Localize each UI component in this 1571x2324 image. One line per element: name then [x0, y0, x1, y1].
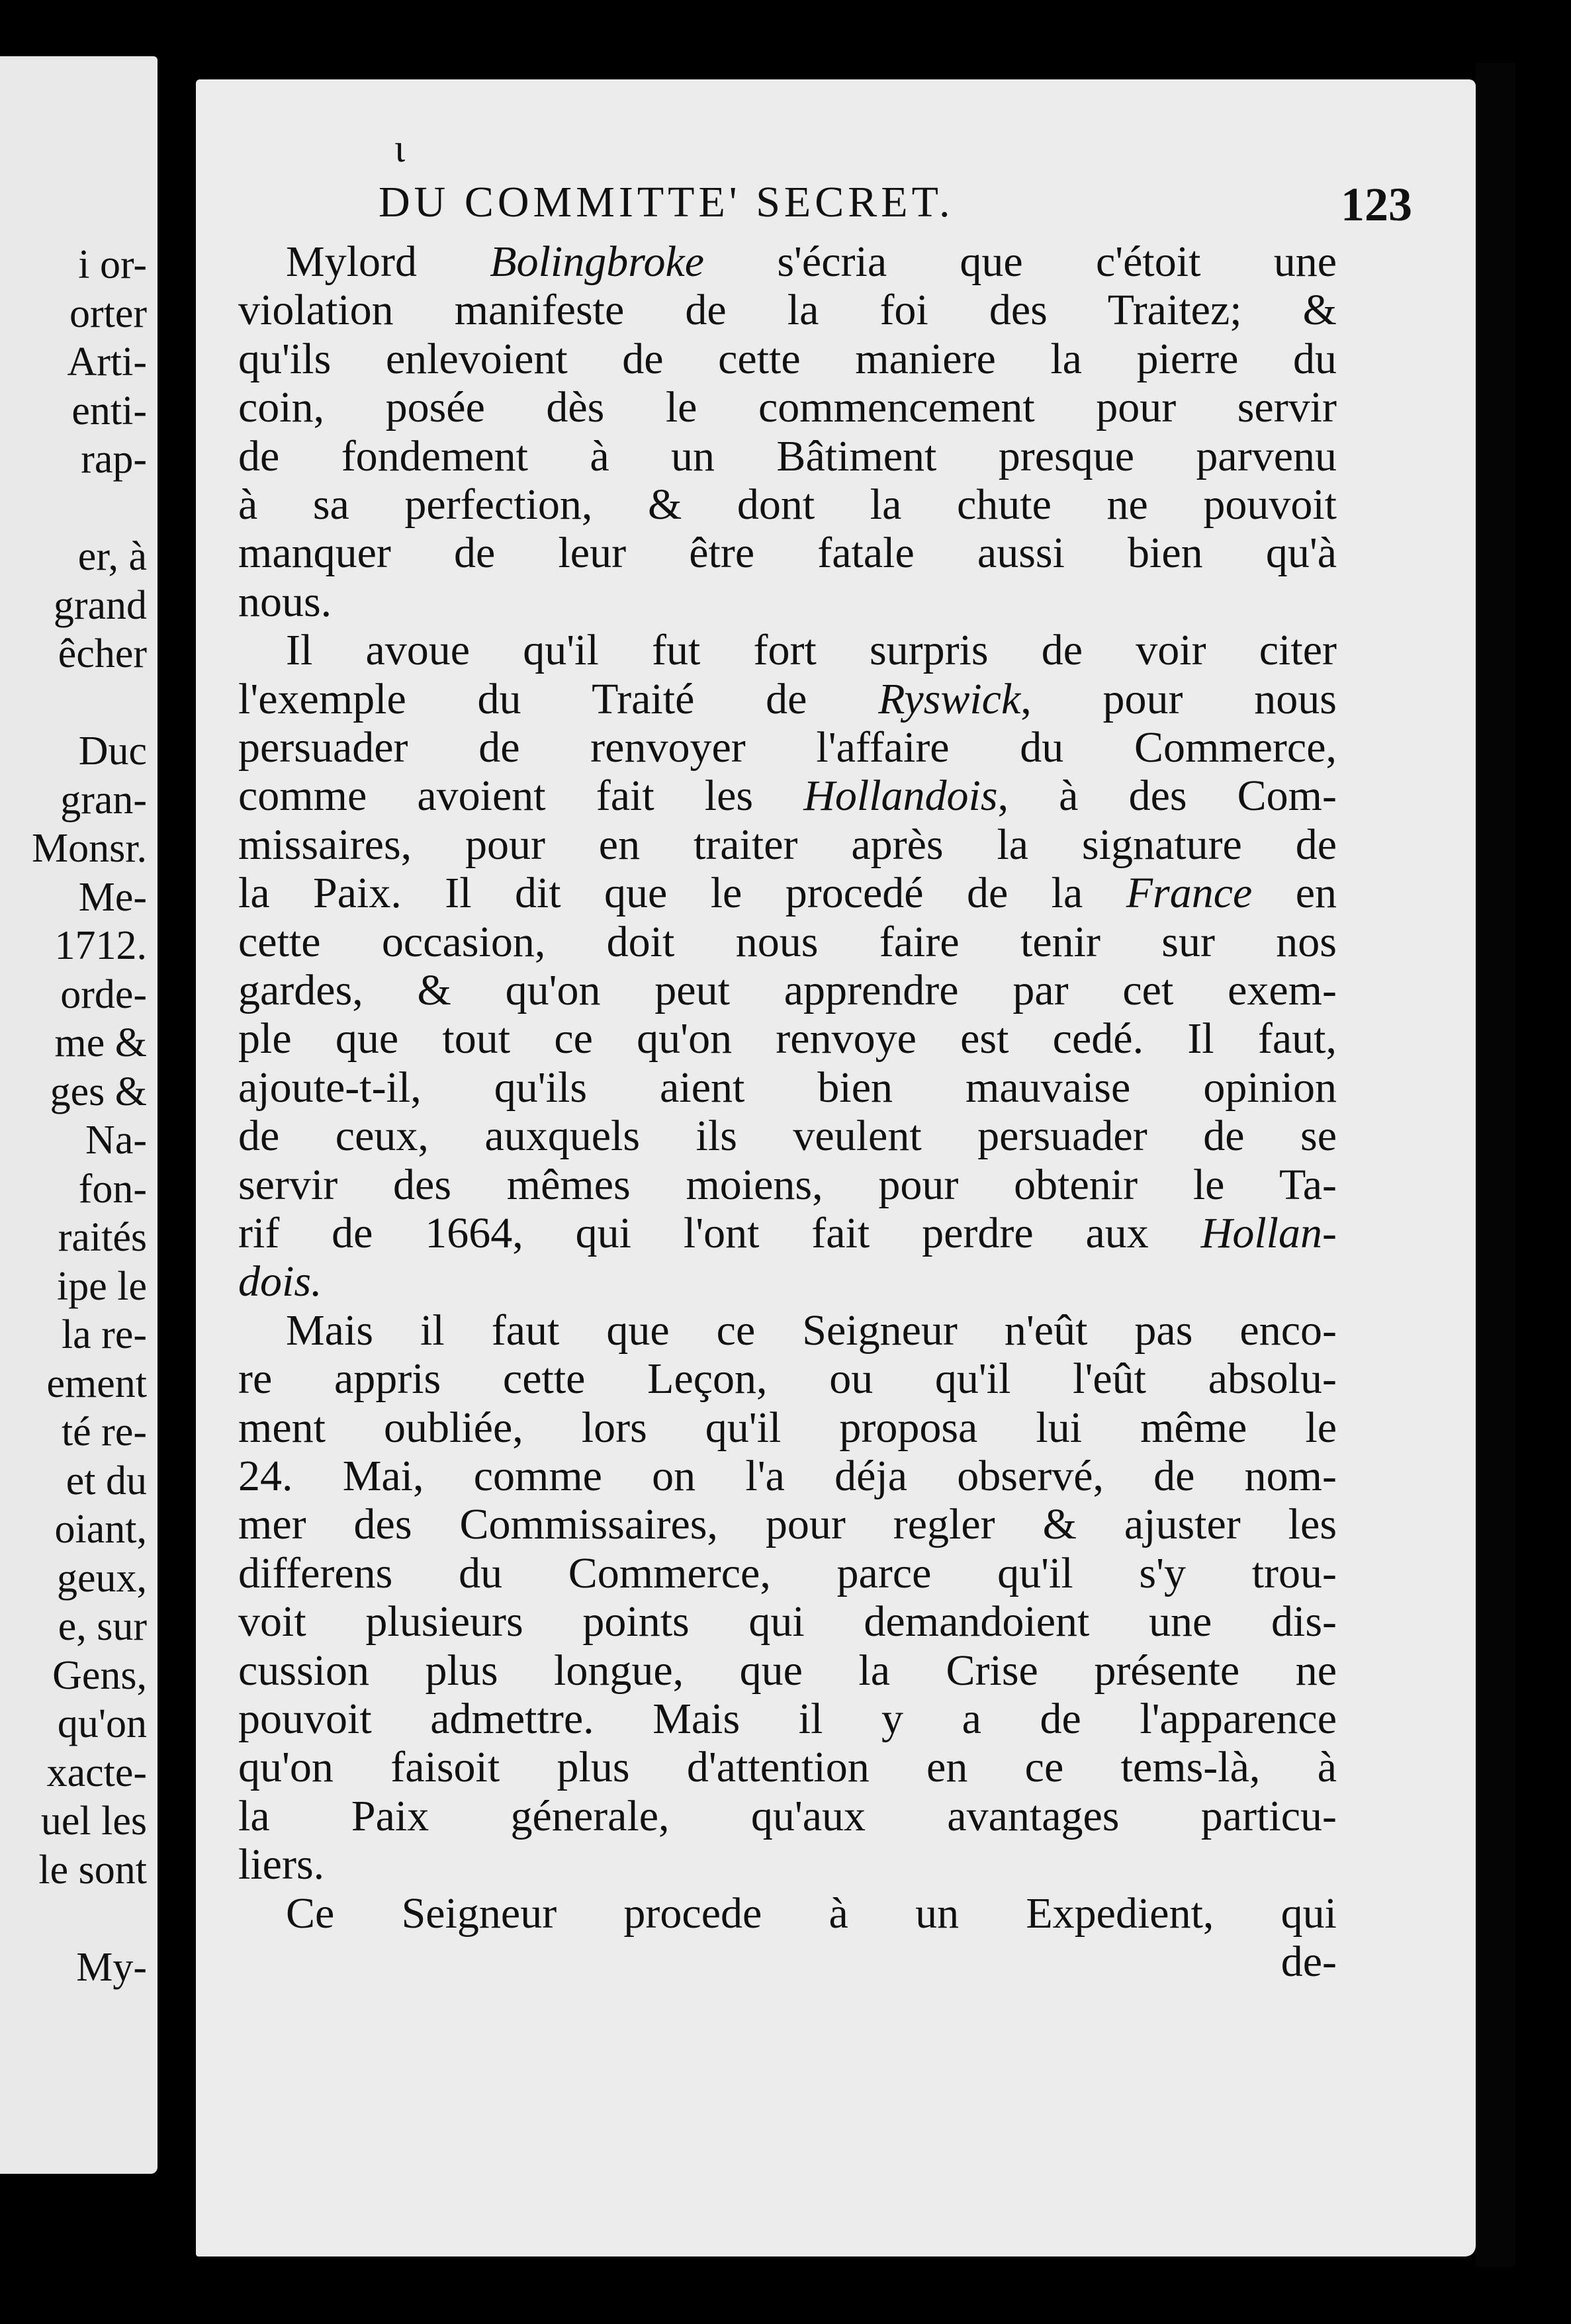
book-gutter [157, 56, 196, 2200]
text-span: ajoute-t-il, qu'ils aient bien mauvaise opinion [238, 1063, 1337, 1112]
text-line [238, 578, 1337, 626]
text-line [286, 238, 1337, 286]
text-line [238, 1501, 1337, 1548]
left-page-line: qu'on [57, 1701, 147, 1746]
text-span: Mais il faut que ce Seigneur n'eût pas enco- [286, 1306, 1337, 1355]
text-line [238, 433, 1337, 480]
text-line [238, 724, 1337, 772]
text-line [238, 1210, 1337, 1257]
left-page-line: i or- [78, 242, 147, 287]
left-page-line: la re- [61, 1312, 147, 1357]
text-span: s'écria que c'étoit une [704, 238, 1337, 286]
left-page-line: oiant, [54, 1507, 147, 1552]
text-span: ple que tout ce qu'on renvoye est cedé. Il faut, [238, 1014, 1337, 1063]
italic-text: Hollan- [1200, 1209, 1337, 1257]
text-span: cussion plus longue, que la Crise présente ne [238, 1646, 1337, 1695]
text-line [238, 967, 1337, 1014]
text-line [238, 1064, 1337, 1112]
text-line [238, 384, 1337, 431]
left-page-line: ges & [50, 1069, 147, 1114]
text-span: nous. [238, 577, 332, 626]
text-span: ment oubliée, lors qu'il proposa lui même le [238, 1403, 1337, 1452]
text-span: de fondement à un Bâtiment presque parvenu [238, 431, 1337, 480]
text-line [238, 1793, 1337, 1840]
text-span: manquer de leur être fatale aussi bien qu'à [238, 529, 1337, 578]
left-page-line: êcher [58, 631, 147, 676]
left-page-line: Duc [78, 729, 147, 774]
left-page-line: xacte- [46, 1750, 147, 1795]
text-span: persuader de renvoyer l'affaire du Commerce, [238, 723, 1337, 772]
italic-text: Bolingbroke [490, 238, 705, 286]
text-span: rif de 1664, qui l'ont fait perdre aux [238, 1209, 1201, 1257]
text-line [238, 772, 1337, 820]
text-span: à sa perfection, & dont la chute ne pouvoit [238, 480, 1337, 529]
text-span: Ce Seigneur procede à un Expedient, qui [286, 1889, 1337, 1938]
text-span: qu'ils enlevoient de cette maniere la pierre du [238, 334, 1337, 383]
italic-text: France [1126, 869, 1253, 918]
text-line [238, 1258, 1337, 1306]
text-line [238, 1744, 1337, 1791]
text-span: de ceux, auxquels ils veulent persuader de se [238, 1112, 1337, 1161]
text-line [238, 1112, 1337, 1160]
text-span: missaires, pour en traiter après la signature de [238, 820, 1337, 869]
left-page-line: uel les [40, 1799, 147, 1844]
left-page-line: fon- [78, 1166, 147, 1212]
text-span: voit plusieurs points qui demandoient une dis- [238, 1597, 1337, 1646]
text-span: gardes, & qu'on peut apprendre par cet exem- [238, 966, 1337, 1014]
left-page-line: enti- [71, 388, 147, 433]
text-line [238, 676, 1337, 723]
left-page-line: geux, [56, 1555, 147, 1601]
text-line [238, 529, 1337, 577]
text-line [238, 1938, 1337, 1986]
left-page-line: Na- [85, 1118, 147, 1163]
italic-text: Hollandois [803, 772, 998, 821]
left-page-line: grand [53, 582, 147, 628]
text-line [238, 1841, 1337, 1889]
text-line [238, 821, 1337, 869]
left-page-line: raités [58, 1215, 147, 1260]
page-edge-shadow [1476, 63, 1515, 2266]
text-span: la Paix. Il dit que le procedé de la [238, 869, 1126, 918]
text-span: liers. [238, 1840, 325, 1889]
text-span: comme avoient fait les [238, 772, 804, 821]
text-span: Il avoue qu'il fut fort surpris de voir citer [286, 626, 1337, 675]
text-line [238, 918, 1337, 966]
left-page-line: rap- [81, 437, 147, 482]
left-page-line: ipe le [57, 1263, 147, 1309]
text-line [238, 1355, 1337, 1403]
text-line [238, 1695, 1337, 1743]
text-span: en [1252, 869, 1337, 918]
book-page [196, 79, 1476, 2257]
left-page-line: et du [66, 1458, 147, 1503]
left-page-line: ement [46, 1361, 147, 1406]
left-page-line: e, sur [58, 1604, 147, 1649]
text-span: 24. Mai, comme on l'a déja observé, de nom- [238, 1452, 1337, 1500]
text-line [238, 1550, 1337, 1597]
italic-text: Ryswick [878, 674, 1021, 723]
left-page-line: té re- [61, 1409, 147, 1454]
text-line [286, 1307, 1337, 1355]
text-span: pouvoit admettre. Mais il y a de l'apparence [238, 1695, 1337, 1743]
text-span: mer des Commissaires, pour regler & ajuster les [238, 1500, 1337, 1549]
text-span: servir des mêmes moiens, pour obtenir le Ta- [238, 1160, 1337, 1209]
italic-text: dois. [238, 1257, 322, 1306]
text-span: Mylord [286, 238, 490, 286]
text-line [286, 1890, 1337, 1938]
text-line [238, 1452, 1337, 1500]
text-line [286, 627, 1337, 674]
text-span: qu'on faisoit plus d'attention en ce tems-là, à [238, 1743, 1337, 1792]
text-span: violation manifeste de la foi des Traitez; & [238, 286, 1337, 335]
text-span: differens du Commerce, parce qu'il s'y trou- [238, 1548, 1337, 1597]
text-line [238, 1161, 1337, 1209]
text-span: l'exemple du Traité de [238, 674, 879, 723]
left-page-line: gran- [60, 777, 147, 823]
running-header: DU COMMITTE' SECRET. [379, 178, 954, 226]
text-span: coin, posée dès le commencement pour servir [238, 383, 1337, 432]
text-span: la Paix génerale, qu'aux avantages particu- [238, 1791, 1337, 1840]
left-page-line: My- [76, 1944, 147, 1990]
left-page-line: le sont [38, 1847, 147, 1893]
ink-mark: ɩ [394, 126, 406, 170]
left-page-line: Me- [78, 874, 147, 920]
left-page-fragment [0, 56, 157, 2174]
left-page-line: Arti- [67, 339, 147, 384]
text-line [238, 335, 1337, 383]
text-span: , à des Com- [997, 772, 1337, 821]
text-line [238, 870, 1337, 917]
left-page-line: me & [54, 1020, 147, 1065]
text-line [238, 1404, 1337, 1452]
left-page-line: er, à [77, 534, 147, 579]
text-line [238, 1015, 1337, 1063]
left-page-line: Gens, [52, 1652, 147, 1698]
text-span: de- [1280, 1938, 1337, 1986]
left-page-line: orter [69, 290, 147, 336]
text-line [238, 1598, 1337, 1646]
left-page-line: Monsr. [32, 826, 147, 871]
page-number: 123 [1341, 178, 1412, 231]
text-span: re appris cette Leçon, ou qu'il l'eût absolu- [238, 1355, 1337, 1404]
left-page-line: orde- [60, 971, 147, 1017]
text-span: cette occasion, doit nous faire tenir sur nos [238, 917, 1337, 966]
text-line [238, 481, 1337, 529]
text-line [238, 287, 1337, 334]
text-span: , pour nous [1020, 674, 1337, 723]
text-line [238, 1647, 1337, 1695]
left-page-line: 1712. [54, 923, 147, 968]
